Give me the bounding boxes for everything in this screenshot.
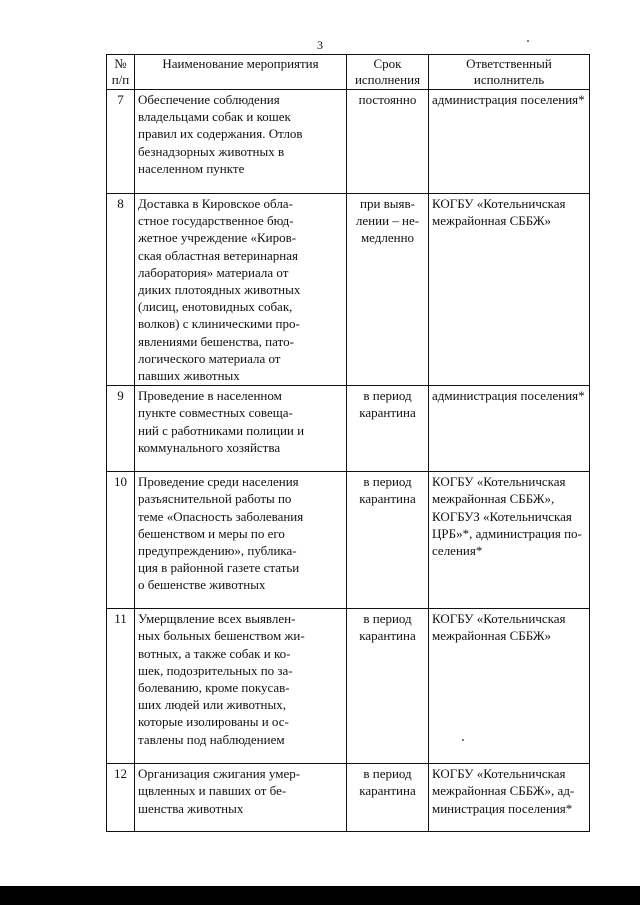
text-line: Умерщвление всех выявлен- [138, 611, 296, 627]
text-line: администрация поселения* [432, 388, 585, 404]
scan-edge-bar [0, 886, 640, 905]
text-line: Организация сжигания умер- [138, 766, 301, 782]
text-line: карантина [359, 783, 416, 799]
table-row [107, 194, 590, 386]
text-line: исполнитель [473, 72, 545, 87]
text-line: № [114, 56, 127, 71]
row-term [347, 194, 429, 386]
text-line: Обеспечение соблюдения [138, 92, 280, 107]
row-event-name [135, 194, 347, 386]
text-line: при выяв- [360, 196, 415, 211]
row-number: 7 [107, 90, 135, 194]
row-number: 10 [107, 472, 135, 609]
text-line: ция в районной газете статьи [138, 560, 300, 576]
text-line: п/п [111, 72, 130, 87]
text-line: ших людей или животных, [138, 697, 286, 713]
header-num [107, 55, 135, 90]
text-line: бешенством и меры по его [138, 525, 285, 541]
text-line: межрайонная СББЖ», ад- [432, 783, 575, 799]
text-line: пункте совместных совеща- [138, 405, 293, 421]
row-responsible [429, 609, 590, 764]
text-line: явлениями бешенства, пато- [138, 333, 294, 349]
text-line: населенном пункте [138, 160, 245, 176]
text-line: медленно [360, 230, 415, 246]
row-event-name [135, 90, 347, 194]
text-line: жетное учреждение «Киров- [138, 230, 297, 246]
text-line: в период [363, 388, 412, 404]
text-line: Наименование мероприятия [162, 56, 319, 71]
row-event-name [135, 609, 347, 764]
text-line: в период [363, 766, 412, 782]
header-responsible [429, 55, 590, 90]
page-number: 3 [317, 38, 323, 52]
row-number: 8 [107, 194, 135, 386]
text-line: (лисиц, енотовидных собак, [138, 299, 293, 315]
text-line: карантина [359, 405, 416, 421]
scan-speck [527, 40, 529, 42]
row-responsible [429, 472, 590, 609]
table-row [107, 764, 590, 832]
text-line: щвленных и павших от бе- [138, 783, 287, 799]
text-line: ЦРБ»*, администрация по- [432, 525, 582, 541]
text-line: Проведение среди населения [138, 474, 299, 490]
text-line: болеванию, кроме покусав- [138, 680, 290, 696]
row-term [347, 609, 429, 764]
row-responsible [429, 386, 590, 472]
text-line: селения* [432, 543, 483, 559]
text-line: министрация поселения* [432, 800, 573, 816]
text-line: ская областная ветеринарная [138, 247, 299, 263]
text-line: КОГБУ «Котельничская [432, 611, 566, 627]
row-event-name [135, 386, 347, 472]
row-responsible [429, 90, 590, 194]
text-line: безнадзорных животных в [138, 143, 285, 159]
header-name [135, 55, 347, 90]
text-line: коммунального хозяйства [138, 439, 281, 455]
text-line: владельцами собак и кошек [138, 109, 291, 125]
text-line: межрайонная СББЖ» [432, 628, 552, 644]
text-line: исполнения [354, 72, 421, 87]
row-number: 12 [107, 764, 135, 832]
text-line: правил их содержания. Отлов [138, 126, 303, 142]
table-row [107, 386, 590, 472]
text-line: лаборатория» материала от [138, 264, 289, 280]
row-term [347, 472, 429, 609]
text-line: разъяснительной работы по [138, 491, 292, 507]
row-term [347, 764, 429, 832]
text-line: волков) с клиническими про- [138, 316, 300, 332]
text-line: диких плотоядных животных [138, 282, 301, 298]
text-line: которые изолированы и ос- [138, 714, 289, 730]
text-line: Срок [373, 56, 402, 71]
table-row [107, 609, 590, 764]
scan-speck [462, 739, 464, 741]
table-row [107, 472, 590, 609]
text-line: карантина [359, 628, 416, 644]
text-line: лении – не- [355, 213, 420, 229]
text-line: Проведение в населенном [138, 388, 282, 404]
text-line: карантина [359, 491, 416, 507]
row-number: 11 [107, 609, 135, 764]
text-line: теме «Опасность заболевания [138, 508, 304, 524]
row-responsible [429, 194, 590, 386]
row-number: 9 [107, 386, 135, 472]
text-line: межрайонная СББЖ», [432, 491, 555, 507]
table-header-row [107, 55, 590, 90]
text-line: постоянно [358, 92, 417, 107]
row-event-name [135, 764, 347, 832]
text-line: вотных, а также собак и ко- [138, 645, 291, 661]
events-table [106, 54, 590, 832]
text-line: КОГБУ «Котельничская [432, 474, 566, 490]
text-line: о бешенстве животных [138, 577, 266, 593]
text-line: межрайонная СББЖ» [432, 213, 552, 229]
text-line: КОГБУ «Котельничская [432, 766, 566, 782]
text-line: павших животных [138, 368, 240, 384]
table-row [107, 90, 590, 194]
text-line: тавлены под наблюдением [138, 731, 285, 747]
text-line: шенства животных [138, 800, 244, 816]
text-line: шек, подозрительных по за- [138, 662, 293, 678]
text-line: в период [363, 474, 412, 490]
row-term [347, 90, 429, 194]
text-line: ных больных бешенством жи- [138, 628, 305, 644]
text-line: в период [363, 611, 412, 627]
header-term [347, 55, 429, 90]
row-responsible [429, 764, 590, 832]
text-line: КОГБУ «Котельничская [432, 196, 566, 211]
text-line: логического материала от [138, 350, 281, 366]
row-event-name [135, 472, 347, 609]
row-term [347, 386, 429, 472]
text-line: администрация поселения* [432, 92, 585, 107]
text-line: Доставка в Кировское обла- [138, 196, 293, 211]
text-line: стное государственное бюд- [138, 213, 294, 229]
text-line: Ответственный [466, 56, 552, 71]
text-line: ний с работниками полиции и [138, 422, 305, 438]
text-line: предупреждению», публика- [138, 543, 297, 559]
text-line: КОГБУЗ «Котельничская [432, 508, 572, 524]
